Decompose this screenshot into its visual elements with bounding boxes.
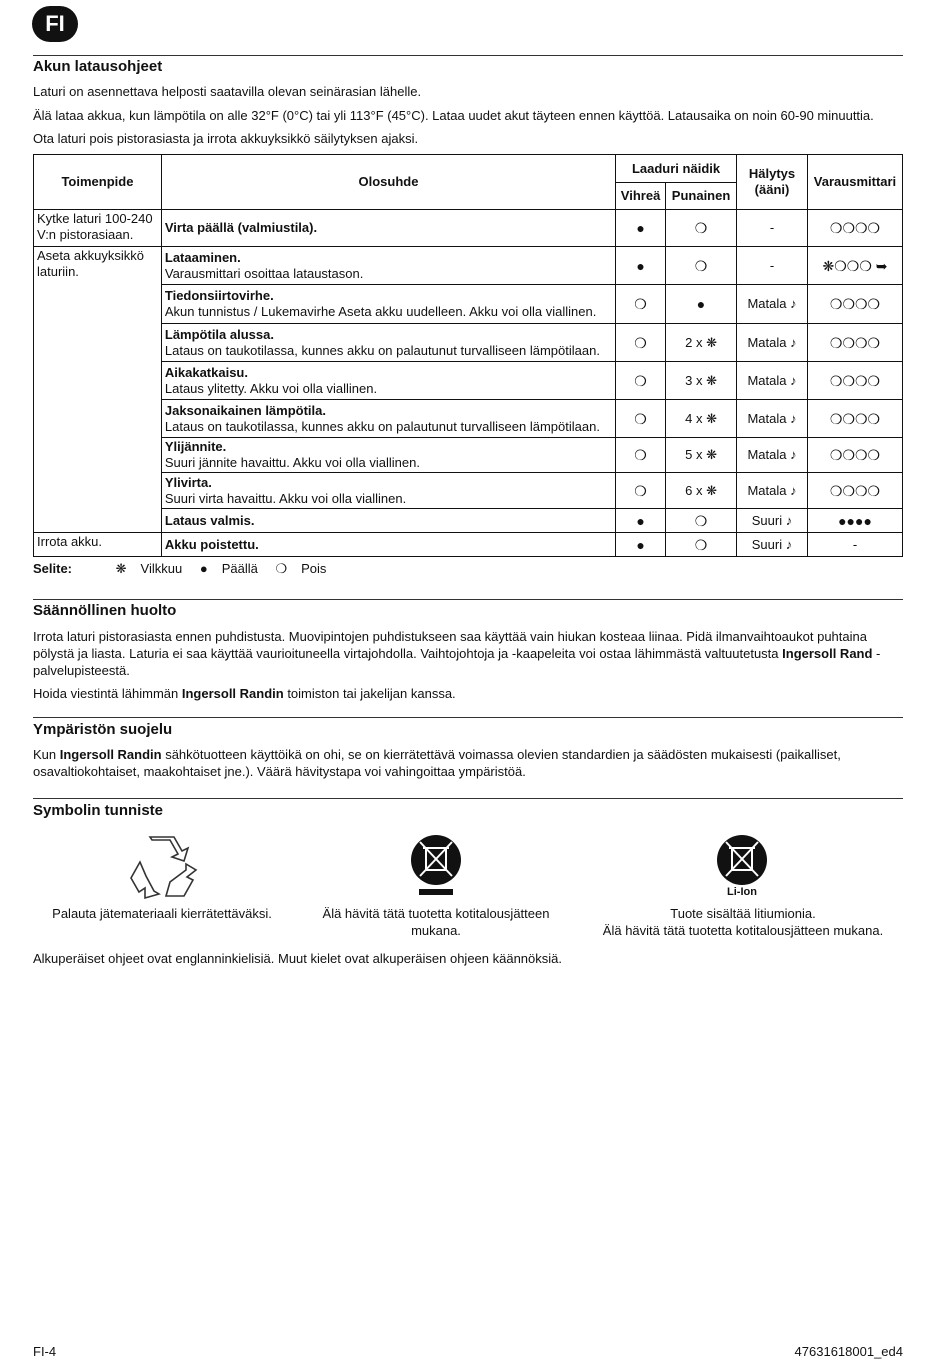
red-led: ●	[666, 285, 737, 324]
condition-cell: Tiedonsiirtovirhe. Akun tunnistus / Lukemavirhe Aseta akku uudelleen. Akku voi olla viallinen.	[161, 285, 615, 324]
divider	[33, 717, 903, 718]
condition-cell: Ylijännite. Suuri jännite havaittu. Akku voi olla viallinen.	[161, 438, 615, 473]
legend	[33, 561, 340, 577]
on-icon: ●	[199, 561, 208, 576]
alarm-cell: Matala ♪	[737, 362, 808, 400]
symbol-caption-weee: Älä hävitä tätä tuotetta kotitalousjätteen mukana.	[322, 906, 550, 938]
alarm-cell: -	[737, 210, 808, 247]
green-led: ●	[616, 509, 666, 533]
gauge-cell: ❍❍❍❍	[807, 473, 902, 509]
paragraph: Ota laturi pois pistorasiasta ja irrota akkuyksikkö säilytyksen ajaksi.	[33, 131, 419, 146]
paragraph: Älä lataa akkua, kun lämpötila on alle 32°F (0°C) tai yli 113°F (45°C). Lataa uudet akut täyteen ennen käyttöä. Latausaika on noin 60-90 minuuttia.	[33, 108, 874, 123]
alarm-cell: Matala ♪	[737, 400, 808, 438]
condition-cell: Lataaminen. Varausmittari osoittaa lataustason.	[161, 247, 615, 285]
original-language-note: Alkuperäiset ohjeet ovat englanninkielisiä. Muut kielet ovat alkuperäisen ohjeen käännöksiä.	[33, 951, 563, 966]
legend-label: Selite:	[33, 561, 73, 576]
header-condition: Olosuhde	[161, 155, 615, 210]
gauge-cell: ❍❍❍❍	[807, 400, 902, 438]
red-led: ❍	[666, 533, 737, 557]
condition-cell: Akku poistettu.	[161, 533, 615, 557]
charging-table	[33, 154, 903, 557]
header-action: Toimenpide	[34, 155, 162, 210]
li-ion-label: Li-Ion	[727, 886, 757, 898]
green-led: ❍	[616, 324, 666, 362]
divider	[33, 599, 903, 600]
gauge-cell: ●●●●	[807, 509, 902, 533]
green-led: ●	[616, 210, 666, 247]
paragraph: Hoida viestintä lähimmän Ingersoll Randin toimiston tai jakelijan kanssa.	[33, 686, 456, 701]
header-indicator: Laaduri näidik	[616, 155, 737, 183]
gauge-cell: -	[807, 533, 902, 557]
legend-blink: Vilkkuu	[140, 561, 183, 576]
red-led: ❍	[666, 210, 737, 247]
condition-cell: Jaksonaikainen lämpötila. Lataus on taukotilassa, kunnes akku on palautunut turvalliseen lämpötilaan.	[161, 400, 615, 438]
green-led: ❍	[616, 438, 666, 473]
symbol-caption-recycle: Palauta jätemateriaali kierrätettäväksi.	[52, 906, 272, 921]
paragraph: Kun Ingersoll Randin sähkötuotteen käyttöikä on ohi, se on kierrätettävä voimassa olevien standardien ja säädösten mukaisesti (paikalliset, osavaltiokohtaiset, maakohtaiset jne.). Väärä hävitystapa voi vahingoittaa ympäristöä.	[33, 747, 841, 779]
off-icon: ❍	[275, 561, 288, 576]
alarm-cell: -	[737, 247, 808, 285]
action-cell: Kytke laturi 100-240 V:n pistorasiaan.	[34, 210, 162, 247]
section-title-charging: Akun latausohjeet	[33, 58, 163, 75]
red-led: 5 x ❋	[666, 438, 737, 473]
gauge-cell: ❋❍❍❍ ➥	[807, 247, 902, 285]
green-led: ❍	[616, 473, 666, 509]
green-led: ●	[616, 247, 666, 285]
paragraph: Irrota laturi pistorasiasta ennen puhdistusta. Muovipintojen puhdistukseen saa käyttää vain hiukan kosteaa liinaa. Pidä ilmanvaihtoaukot puhtaina pölystä ja liasta. Laturia ei saa käyttää vaurioituneella virtajohdolla. Vaihtojohtoja ja -kaapeleita voi ostaa lähimmästä valtuutetusta Ingersoll Rand -palvelupisteestä.	[33, 629, 881, 678]
symbol-caption-li-ion: Tuote sisältää litiumionia. Älä hävitä tätä tuotetta kotitalousjätteen mukana.	[602, 906, 884, 938]
legend-on: Päällä	[221, 561, 258, 576]
red-led: ❍	[666, 247, 737, 285]
section-title-symbols: Symbolin tunniste	[33, 802, 164, 819]
condition-cell: Virta päällä (valmiustila).	[161, 210, 615, 247]
alarm-cell: Matala ♪	[737, 438, 808, 473]
divider	[33, 798, 903, 799]
weee-bin-icon	[410, 834, 462, 896]
green-led: ●	[616, 533, 666, 557]
red-led: 2 x ❋	[666, 324, 737, 362]
green-led: ❍	[616, 400, 666, 438]
document-code: 47631618001_ed4	[794, 1344, 903, 1359]
header-alarm: Hälytys (ääni)	[737, 155, 808, 210]
section-title-maintenance: Säännöllinen huolto	[33, 602, 177, 619]
condition-cell: Aikakatkaisu. Lataus ylitetty. Akku voi olla viallinen.	[161, 362, 615, 400]
gauge-cell: ❍❍❍❍	[807, 210, 902, 247]
divider	[33, 55, 903, 56]
condition-cell: Ylivirta. Suuri virta havaittu. Akku voi olla viallinen.	[161, 473, 615, 509]
green-led: ❍	[616, 285, 666, 324]
gauge-cell: ❍❍❍❍	[807, 362, 902, 400]
li-ion-bin-icon	[716, 834, 768, 886]
paragraph: Laturi on asennettava helposti saatavilla olevan seinärasian lähelle.	[33, 84, 422, 99]
gauge-cell: ❍❍❍❍	[807, 324, 902, 362]
alarm-cell: Matala ♪	[737, 285, 808, 324]
condition-cell: Lämpötila alussa. Lataus on taukotilassa, kunnes akku on palautunut turvalliseen lämpötilaan.	[161, 324, 615, 362]
red-led: 6 x ❋	[666, 473, 737, 509]
condition-cell: Lataus valmis.	[161, 509, 615, 533]
language-badge: FI	[32, 6, 78, 42]
gauge-cell: ❍❍❍❍	[807, 285, 902, 324]
action-cell: Irrota akku.	[34, 533, 162, 557]
alarm-cell: Matala ♪	[737, 324, 808, 362]
alarm-cell: Matala ♪	[737, 473, 808, 509]
red-led: 4 x ❋	[666, 400, 737, 438]
alarm-cell: Suuri ♪	[737, 533, 808, 557]
legend-off: Pois	[301, 561, 327, 576]
red-led: ❍	[666, 509, 737, 533]
section-title-environment: Ympäristön suojelu	[33, 721, 173, 738]
header-green: Vihreä	[616, 183, 666, 210]
header-red: Punainen	[666, 183, 737, 210]
recycle-icon	[126, 834, 198, 900]
green-led: ❍	[616, 362, 666, 400]
blink-icon: ❋	[115, 561, 127, 576]
alarm-cell: Suuri ♪	[737, 509, 808, 533]
action-cell: Aseta akkuyksikkö laturiin.	[34, 247, 162, 533]
page-number: FI-4	[33, 1344, 57, 1359]
red-led: 3 x ❋	[666, 362, 737, 400]
header-gauge: Varausmittari	[807, 155, 902, 210]
gauge-cell: ❍❍❍❍	[807, 438, 902, 473]
